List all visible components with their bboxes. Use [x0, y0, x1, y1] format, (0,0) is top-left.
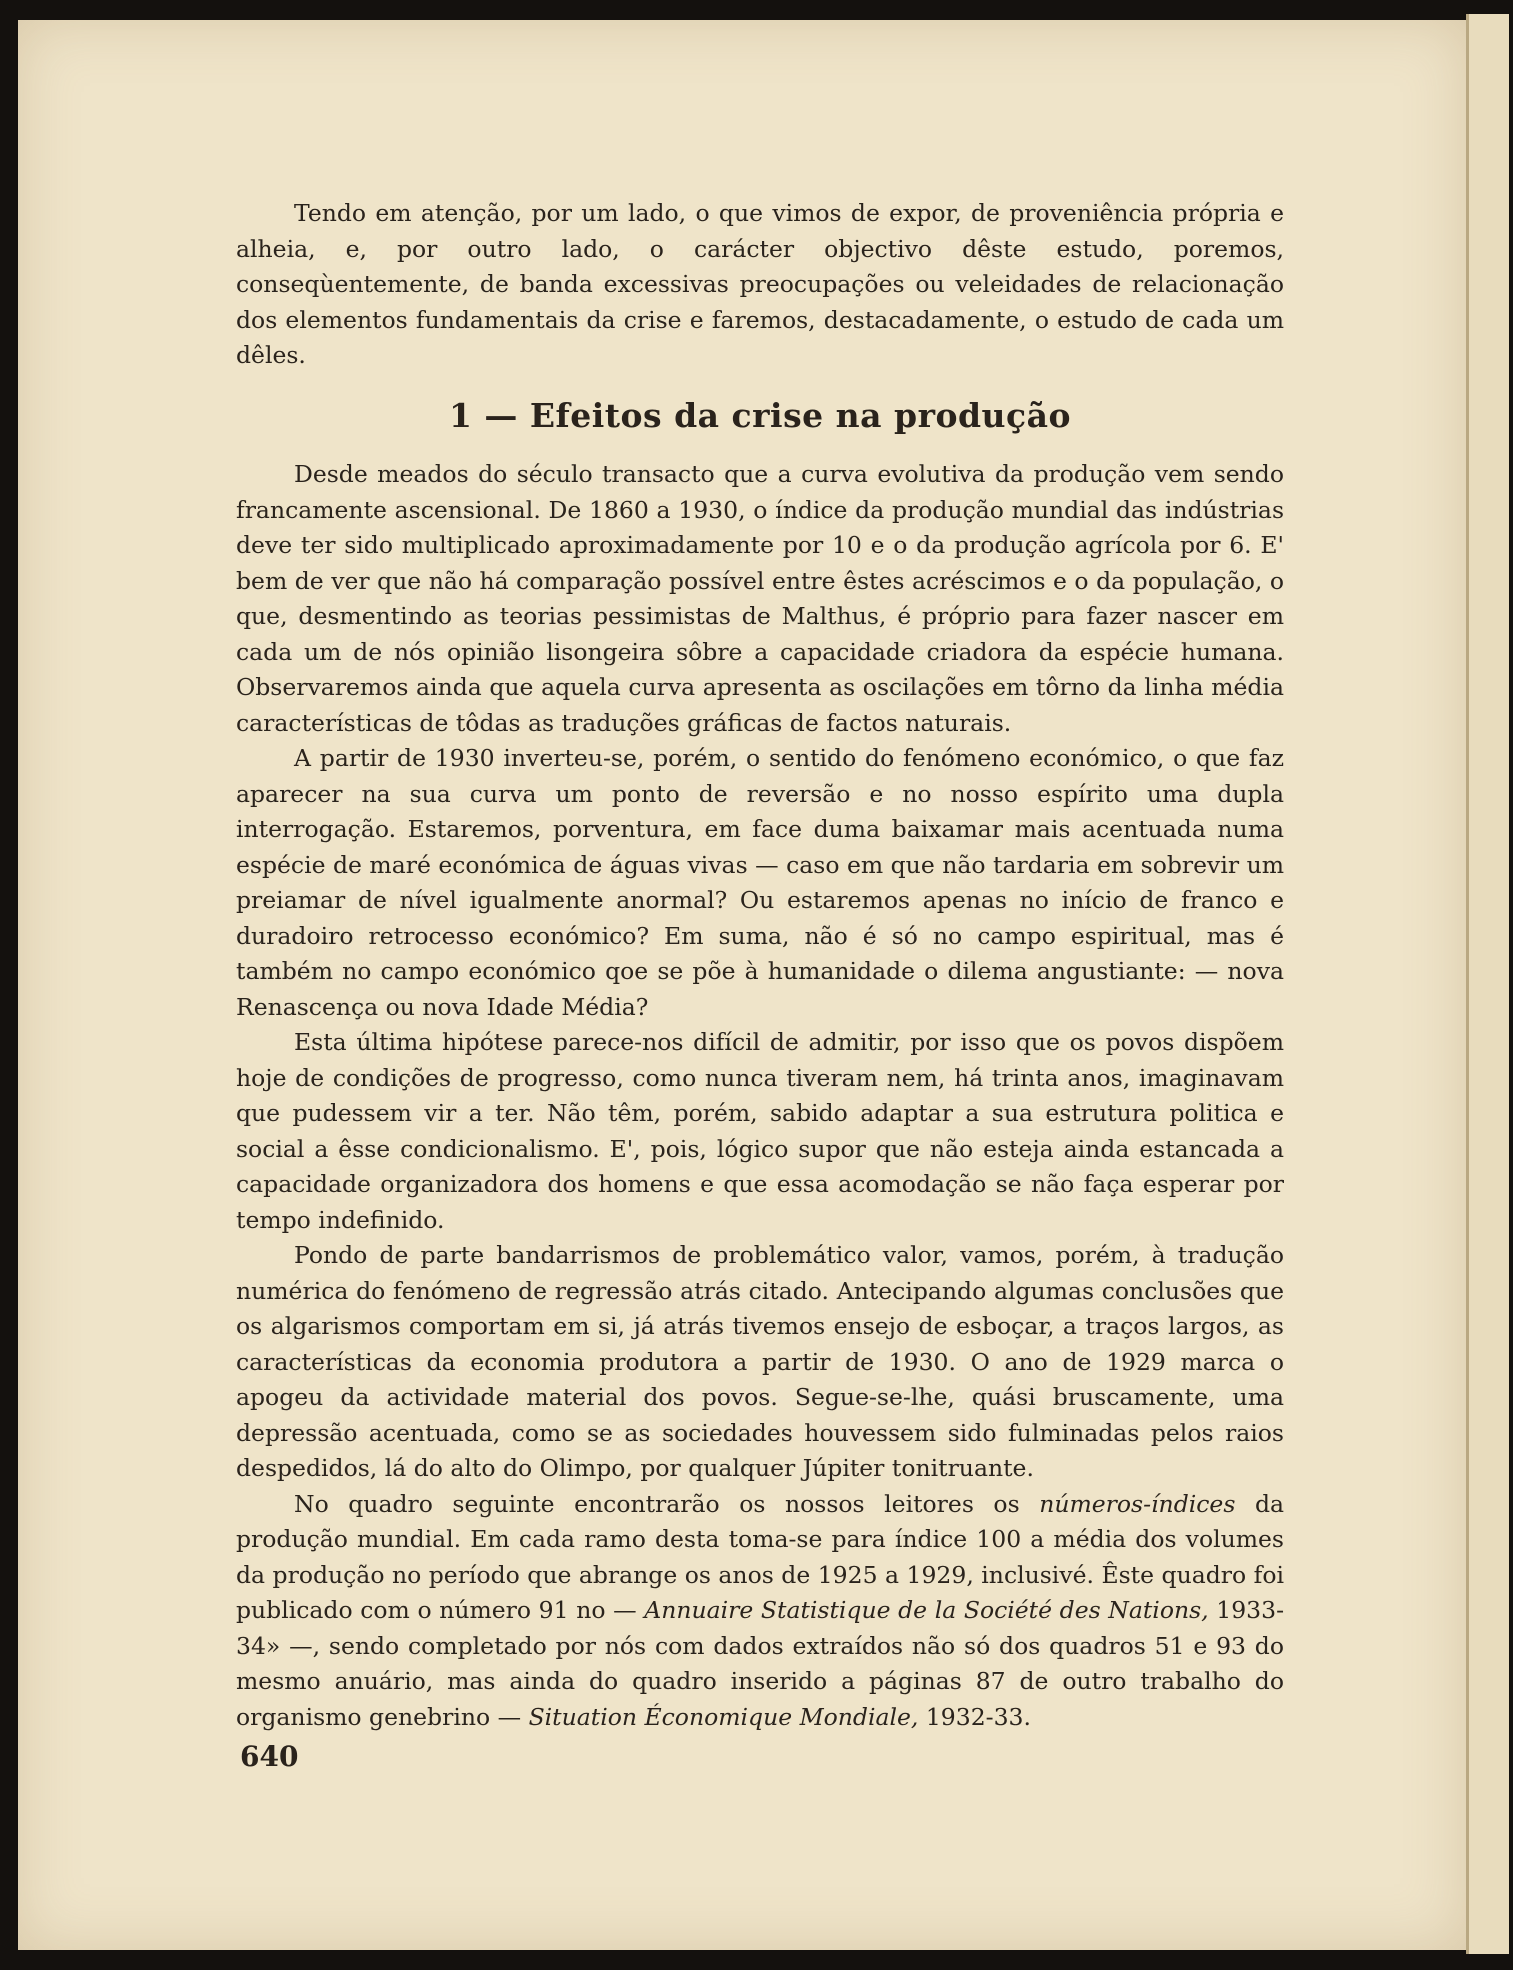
paragraph-production-curve: Desde meados do século transacto que a curva evolutiva da produção vem sendo francamente ascensional. De 1860 a 1930, o índice da produção mundial das indústrias deve ter sido multiplicado aproximadamente por 10 e o da produção agrícola por 6. E' bem de ver que não há comparação possível entre êstes acréscimos e o da população, o que, desmentindo as teorias pessimistas de Malthus, é próprio para fazer nascer em cada um de nós opinião lisongeira sôbre a capacidade criadora da espécie humana. Observaremos ainda que aquela curva apresenta as oscilações em tôrno da linha média características de tôdas as traduções gráficas de factos naturais. [236, 460, 1284, 737]
next-page-edge [1466, 14, 1509, 1954]
intro-paragraph: Tendo em atenção, por um lado, o que vimos de expor, de proveniência própria e alheia, e, por outro lado, o carácter objectivo dêste estudo, poremos, conseqùentemente, de banda excessivas preocupações ou veleidades de relacionação dos elementos fundamentais da crise e faremos, destacadamente, o estudo de cada um dêles. [236, 199, 1284, 369]
italic-citation: Annuaire Statistique de la Société des Nations, [644, 1596, 1209, 1624]
text-run: No quadro seguinte encontrarão os nossos leitores os [294, 1489, 1040, 1518]
paragraph-numeric-translation: Pondo de parte bandarrismos de problemático valor, vamos, porém, à tradução numérica do fenómeno de regressão atrás citado. Antecipando algumas conclusões que os algarismos comportam em si, já atrás tivemos ensejo de esboçar, a traços largos, as características da economia produtora a partir de 1930. O ano de 1929 marca o apogeu da actividade material dos povos. Segue-se-lhe, quási bruscamente, uma depressão acentuada, como se as sociedades houvessem sido fulminadas pelos raios despedidos, lá do alto do Olimpo, por qualquer Júpiter tonitruante. [236, 1241, 1284, 1482]
text-run: da produção mundial. Em cada ramo desta toma-se para índice 100 a média dos volumes da produção no período que abrange os anos de 1925 a 1929, inclusivé. Êste quadro foi publicado com o número 91 no — [236, 1489, 1284, 1624]
text-run: 1933-34» —, sendo completado por nós com dados extraídos não só dos quadros 51 e 93 do mesmo anuário, mas ainda do quadro inserido a páginas 87 de outro trabalho do organismo genebrino — [236, 1596, 1285, 1731]
section-heading: 1 — Efeitos da crise na produção [448, 395, 1072, 435]
italic-term: números-índices [1039, 1489, 1236, 1518]
italic-citation: Situation Économique Mondiale, [528, 1702, 919, 1731]
paragraph-index-table-intro [236, 1487, 1284, 1736]
paragraph-hypothesis: Esta última hipótese parece-nos difícil de admitir, por isso que os povos dispõem hoje de condições de progresso, como nunca tiveram nem, há trinta anos, imaginavam que pudessem vir a ter. Não têm, porém, sabido adaptar a sua estrutura politica e social a êsse condicionalismo. E', pois, lógico supor que não esteja ainda estancada a capacidade organizadora dos homens e que essa acomodação se não faça esperar por tempo indefinido. [236, 1028, 1284, 1234]
page-number: 640 [240, 1740, 299, 1773]
paragraph-reversal-1930: A partir de 1930 inverteu-se, porém, o sentido do fenómeno económico, o que faz aparecer na sua curva um ponto de reversão e no nosso espírito uma dupla interrogação. Estaremos, porventura, em face duma baixamar mais acentuada numa espécie de maré económica de águas vivas — caso em que não tardaria em sobrevir um preiamar de nível igualmente anormal? Ou estaremos apenas no início de franco e duradoiro retrocesso económico? Em suma, não é só no campo espiritual, mas é também no campo económico qoe se põe à humanidade o dilema angustiante: — nova Renascença ou nova Idade Média? [236, 744, 1284, 1021]
body-text [236, 196, 1284, 1735]
text-run: 1932-33. [918, 1702, 1031, 1731]
